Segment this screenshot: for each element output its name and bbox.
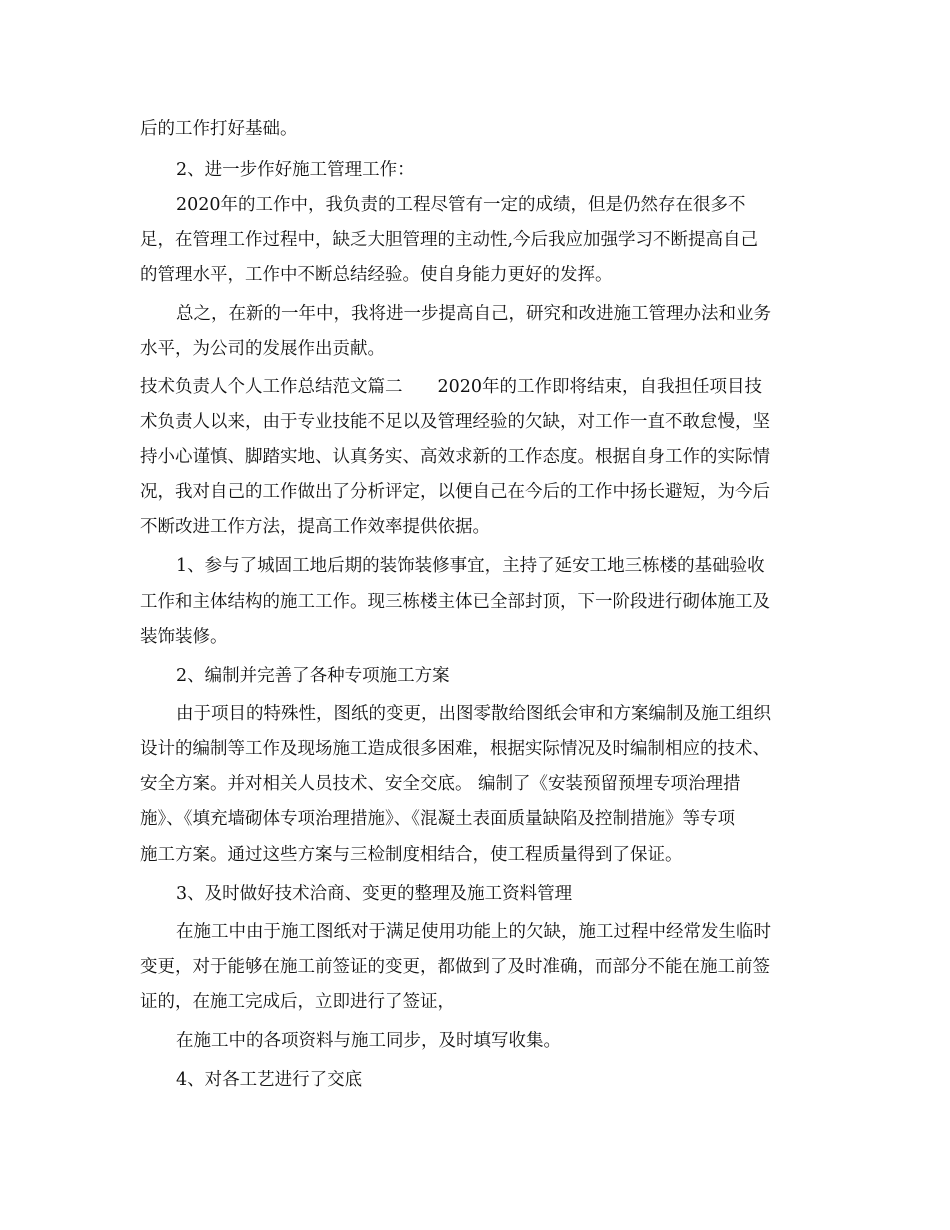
text-line: 证的，在施工完成后，立即进行了签证， — [140, 992, 455, 1012]
article-title-line: 技术负责人个人工作总结范文篇二 2020年的工作即将结束，自我担任项目技 — [140, 377, 763, 397]
text-line: 的管理水平，工作中不断总结经验。使自身能力更好的发挥。 — [140, 265, 613, 285]
text-line: 安全方案。并对相关人员技术、安全交底。 编制了《安装预留预埋专项治理措 — [140, 774, 741, 794]
section-heading: 3、及时做好技术洽商、变更的整理及施工资料管理 — [176, 884, 573, 904]
text-line: 施工方案。通过这些方案与三检制度相结合，使工程质量得到了保证。 — [140, 845, 683, 865]
text-line: 工作和主体结构的施工工作。现三栋楼主体已全部封顶，下一阶段进行砌体施工及 — [140, 592, 770, 612]
text-line: 水平，为公司的发展作出贡献。 — [140, 339, 385, 359]
text-line: 施》、《填充墙砌体专项治理措施》、《混凝土表面质量缺陷及控制措施》等专项 — [140, 809, 735, 829]
text-line: 装饰装修。 — [140, 627, 228, 647]
text-line: 1、参与了城固工地后期的装饰装修事宜，主持了延安工地三栋楼的基础验收 — [176, 556, 765, 576]
text-line: 总之，在新的一年中，我将进一步提高自己，研究和改进施工管理办法和业务 — [176, 304, 771, 324]
text-line: 设计的编制等工作及现场施工造成很多困难，根据实际情况及时编制相应的技术、 — [140, 739, 770, 759]
text-line: 术负责人以来，由于专业技能不足以及管理经验的欠缺，对工作一直不敢怠慢，坚 — [140, 412, 770, 432]
text-line: 况，我对自己的工作做出了分析评定，以便自己在今后的工作中扬长避短，为今后 — [140, 482, 770, 502]
text-line: 在施工中由于施工图纸对于满足使用功能上的欠缺，施工过程中经常发生临时 — [176, 922, 771, 942]
text-line: 后的工作打好基础。 — [140, 119, 298, 139]
section-heading: 4、对各工艺进行了交底 — [176, 1070, 363, 1090]
section-heading: 2、进一步作好施工管理工作： — [176, 160, 415, 180]
text-line: 持小心谨慎、脚踏实地、认真务实、高效求新的工作态度。根据自身工作的实际情 — [140, 447, 770, 467]
text-line: 2020年的工作中，我负责的工程尽管有一定的成绩，但是仍然存在很多不 — [176, 195, 746, 215]
text-line: 变更，对于能够在施工前签证的变更，都做到了及时准确，而部分不能在施工前签 — [140, 957, 770, 977]
text-line: 足，在管理工作过程中，缺乏大胆管理的主动性,今后我应加强学习不断提高自己 — [140, 230, 759, 250]
text-line: 由于项目的特殊性，图纸的变更，出图零散给图纸会审和方案编制及施工组织 — [176, 704, 771, 724]
text-line: 不断改进工作方法，提高工作效率提供依据。 — [140, 517, 490, 537]
text-line: 在施工中的各项资料与施工同步，及时填写收集。 — [176, 1031, 561, 1051]
section-heading: 2、编制并完善了各种专项施工方案 — [176, 666, 450, 686]
